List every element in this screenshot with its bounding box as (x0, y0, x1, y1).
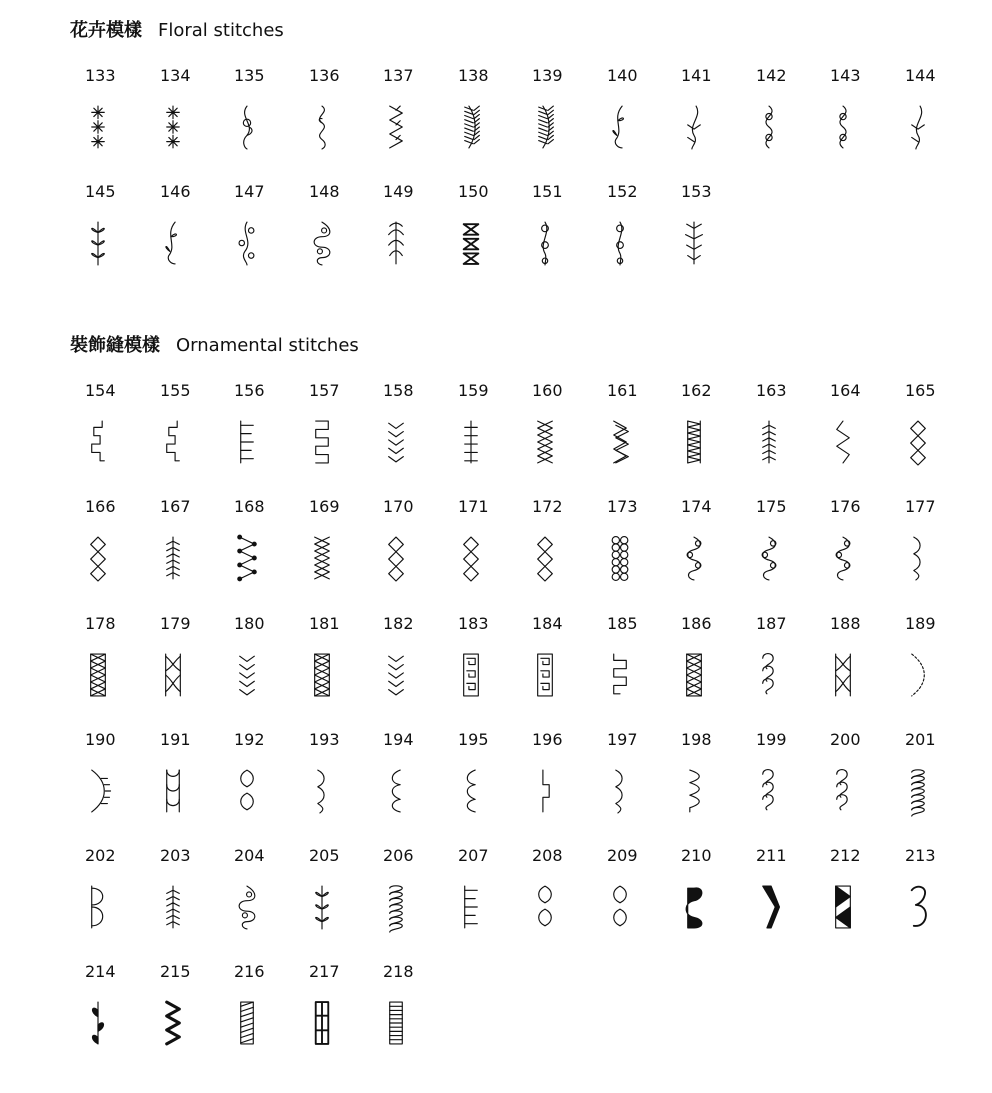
stitch-cell (517, 66, 591, 166)
arrow-chevron-stitch-icon (234, 652, 260, 698)
stitch-cell (368, 614, 442, 714)
stitch-cell (145, 962, 219, 1062)
section-title-floral (70, 16, 284, 42)
heart-dots-stitch-icon (85, 1000, 111, 1046)
stitch-cell (815, 614, 889, 714)
stitch-cell (219, 182, 293, 282)
stitch-number: 152 (607, 182, 638, 201)
stitch-number: 144 (905, 66, 936, 85)
stitch-cell (145, 182, 219, 282)
tulip-vine-stitch-icon (756, 104, 782, 150)
stitch-number: 217 (309, 962, 340, 981)
stitch-cell (443, 846, 517, 946)
braid-stitch-icon (160, 652, 186, 698)
stitch-number: 199 (756, 730, 787, 749)
stitch-number: 218 (383, 962, 414, 981)
stitch-number: 192 (234, 730, 265, 749)
wave-stitch-icon (830, 419, 856, 465)
stitch-cell (815, 730, 889, 830)
filled-diamond-stitch-icon (532, 535, 558, 581)
lattice-stitch-icon (85, 652, 111, 698)
stitch-number: 190 (85, 730, 116, 749)
stitch-number: 170 (383, 497, 414, 516)
stitch-cell (741, 381, 815, 481)
fern-stitch-icon (458, 104, 484, 150)
stitch-number: 213 (905, 846, 936, 865)
double-zigzag-stitch-icon (607, 419, 633, 465)
bracket-stitch-icon (309, 768, 335, 814)
stitch-number: 198 (681, 730, 712, 749)
stitch-number: 208 (532, 846, 563, 865)
leaf-pair-stitch-icon (85, 220, 111, 266)
stitch-number: 150 (458, 182, 489, 201)
stitch-cell (517, 182, 591, 282)
stitch-number: 146 (160, 182, 191, 201)
leaf-zigzag-stitch-icon (309, 884, 335, 930)
stitch-number: 193 (309, 730, 340, 749)
stitch-number: 195 (458, 730, 489, 749)
stitch-number: 155 (160, 381, 191, 400)
stitch-cell (443, 66, 517, 166)
circle-chain-stitch-icon (607, 535, 633, 581)
curl-row-stitch-icon (830, 768, 856, 814)
diamond-stitch-icon (383, 535, 409, 581)
stitch-cell (815, 497, 889, 597)
stitch-cell (145, 66, 219, 166)
stitch-cell (890, 730, 964, 830)
stitch-number: 184 (532, 614, 563, 633)
cross-block-stitch-icon (458, 220, 484, 266)
stitch-number: 183 (458, 614, 489, 633)
stitch-number: 179 (160, 614, 191, 633)
filled-triangle-stitch-icon (830, 884, 856, 930)
stitch-number: 164 (830, 381, 861, 400)
stitch-cell (741, 730, 815, 830)
stitch-cell (666, 614, 740, 714)
stitch-number: 138 (458, 66, 489, 85)
stitch-cell (294, 182, 368, 282)
stitch-cell (815, 846, 889, 946)
stitch-cell (890, 846, 964, 946)
arrow-vine-stitch-icon (681, 104, 707, 150)
stitch-cell (219, 381, 293, 481)
stitch-number: 205 (309, 846, 340, 865)
stitch-number: 191 (160, 730, 191, 749)
stitch-number: 153 (681, 182, 712, 201)
stitch-cell (517, 614, 591, 714)
dot-zigzag-stitch-icon (234, 535, 260, 581)
eye-stitch-icon (234, 768, 260, 814)
stitch-cell (368, 730, 442, 830)
loop-vine-stitch-icon (830, 104, 856, 150)
stitch-number: 161 (607, 381, 638, 400)
stitch-cell (815, 381, 889, 481)
dense-zigzag-stitch-icon (681, 419, 707, 465)
stitch-number: 156 (234, 381, 265, 400)
stitch-number: 171 (458, 497, 489, 516)
filled-bracket-stitch-icon (756, 884, 782, 930)
triangle-zigzag-stitch-icon (309, 652, 335, 698)
stitch-cell (443, 730, 517, 830)
stitch-number: 166 (85, 497, 116, 516)
stitch-cell (890, 497, 964, 597)
flower-loop-stitch-icon (234, 104, 260, 150)
stitch-cell (517, 381, 591, 481)
stitch-cell (145, 846, 219, 946)
stitch-cell (145, 381, 219, 481)
stitch-cell (741, 66, 815, 166)
stitch-cell (517, 497, 591, 597)
stitch-number: 209 (607, 846, 638, 865)
ladder-stitch-icon (458, 419, 484, 465)
stitch-number: 141 (681, 66, 712, 85)
hatched-box-stitch-icon (234, 1000, 260, 1046)
stitch-number: 134 (160, 66, 191, 85)
stitch-cell (741, 497, 815, 597)
snowflake-stitch-icon (85, 104, 111, 150)
leaf-vine-stitch-icon (607, 104, 633, 150)
curved-fern-stitch-icon (532, 104, 558, 150)
stitch-cell (219, 846, 293, 946)
stitch-number: 185 (607, 614, 638, 633)
stitch-cell (443, 182, 517, 282)
shell-stitch-icon (830, 652, 856, 698)
filled-zigzag-stitch-icon (160, 1000, 186, 1046)
s-curve-stitch-icon (458, 768, 484, 814)
stitch-number: 167 (160, 497, 191, 516)
stitch-number: 187 (756, 614, 787, 633)
half-circle-stitch-icon (85, 884, 111, 930)
stitch-cell (145, 497, 219, 597)
arrow-zigzag-stitch-icon (309, 535, 335, 581)
stitch-number: 211 (756, 846, 787, 865)
stitch-cell (219, 66, 293, 166)
stitch-number: 135 (234, 66, 265, 85)
stitch-number: 215 (160, 962, 191, 981)
stitch-cell (517, 846, 591, 946)
stitch-cell (368, 66, 442, 166)
bump-stitch-icon (681, 768, 707, 814)
stitch-cell (70, 182, 144, 282)
scallop-stitch-icon (160, 768, 186, 814)
stitch-number: 137 (383, 66, 414, 85)
stitch-number: 176 (830, 497, 861, 516)
rose-vine-stitch-icon (532, 220, 558, 266)
stitch-cell (368, 381, 442, 481)
stitch-number: 148 (309, 182, 340, 201)
filled-wave-stitch-icon (681, 884, 707, 930)
heart-chain-stitch-icon (830, 535, 856, 581)
split-diamond-stitch-icon (458, 535, 484, 581)
greek-key-stitch-icon (458, 652, 484, 698)
stitch-number: 143 (830, 66, 861, 85)
stitch-cell (70, 962, 144, 1062)
stitch-cell (145, 614, 219, 714)
stitch-number: 147 (234, 182, 265, 201)
stitch-number: 180 (234, 614, 265, 633)
stitch-cell (70, 846, 144, 946)
notch-stitch-icon (532, 768, 558, 814)
stitch-cell (294, 846, 368, 946)
loop-row-stitch-icon (756, 768, 782, 814)
stitch-cell (666, 846, 740, 946)
stitch-cell (294, 381, 368, 481)
stitch-number: 214 (85, 962, 116, 981)
stitch-number: 142 (756, 66, 787, 85)
ladder-box-stitch-icon (383, 1000, 409, 1046)
stitch-cell (815, 66, 889, 166)
square-wave-stitch-icon (607, 652, 633, 698)
stitch-number: 177 (905, 497, 936, 516)
stitch-cell (443, 381, 517, 481)
loop-feather-stitch-icon (756, 652, 782, 698)
stitch-number: 210 (681, 846, 712, 865)
stitch-cell (368, 962, 442, 1062)
bush-stitch-icon (681, 220, 707, 266)
leaf-wave-stitch-icon (234, 884, 260, 930)
stitch-number: 202 (85, 846, 116, 865)
stitch-cell (294, 730, 368, 830)
stitch-cell (890, 66, 964, 166)
stitch-cell (294, 962, 368, 1062)
stitch-cell (517, 730, 591, 830)
stitch-number: 163 (756, 381, 787, 400)
knot-stitch-icon (532, 884, 558, 930)
stitch-cell (741, 614, 815, 714)
curl-stitch-icon (905, 535, 931, 581)
stitch-number: 140 (607, 66, 638, 85)
stitch-number: 188 (830, 614, 861, 633)
zigzag-leaf-stitch-icon (383, 104, 409, 150)
stitch-cell (592, 66, 666, 166)
step-alt-stitch-icon (160, 419, 186, 465)
stitch-number: 194 (383, 730, 414, 749)
coil-stitch-icon (905, 768, 931, 814)
stitch-number: 178 (85, 614, 116, 633)
stitch-cell (592, 497, 666, 597)
stitch-cell (70, 381, 144, 481)
stitch-number: 186 (681, 614, 712, 633)
sprout-stitch-icon (160, 220, 186, 266)
stitch-number: 181 (309, 614, 340, 633)
stitch-number: 204 (234, 846, 265, 865)
stitch-cell (890, 614, 964, 714)
stitch-cell (70, 497, 144, 597)
berry-vine-stitch-icon (234, 220, 260, 266)
trellis-stitch-icon (160, 884, 186, 930)
stitch-number: 145 (85, 182, 116, 201)
stitch-cell (443, 497, 517, 597)
section-title-en: Floral stitches (158, 20, 284, 41)
stitch-number: 201 (905, 730, 936, 749)
stitch-cell (70, 66, 144, 166)
loop-cross-stitch-icon (756, 535, 782, 581)
ribbon-stitch-icon (607, 768, 633, 814)
stitch-cell (294, 614, 368, 714)
stitch-cell (592, 614, 666, 714)
cross-zigzag-stitch-icon (532, 419, 558, 465)
stitch-number: 200 (830, 730, 861, 749)
stitch-number: 212 (830, 846, 861, 865)
window-box-stitch-icon (309, 1000, 335, 1046)
star-stitch-icon (160, 104, 186, 150)
stitch-number: 169 (309, 497, 340, 516)
comb-stitch-icon (234, 419, 260, 465)
stitch-number: 197 (607, 730, 638, 749)
stitch-number: 151 (532, 182, 563, 201)
section-title-zh: 花卉模樣 (70, 20, 142, 41)
stitch-cell (294, 66, 368, 166)
stitch-cell (70, 730, 144, 830)
stitch-cell (219, 730, 293, 830)
stitch-cell (443, 614, 517, 714)
dotted-arc-stitch-icon (905, 652, 931, 698)
stitch-cell (70, 614, 144, 714)
section-title-ornamental (70, 331, 359, 357)
section-title-zh: 裝飾縫模樣 (70, 335, 160, 356)
stitch-cell (592, 381, 666, 481)
step-stitch-icon (85, 419, 111, 465)
stitch-cell (666, 182, 740, 282)
stitch-cell (219, 614, 293, 714)
cross-hatch-stitch-icon (681, 652, 707, 698)
figure-eight-stitch-icon (607, 884, 633, 930)
stitch-number: 172 (532, 497, 563, 516)
square-key-stitch-icon (532, 652, 558, 698)
blossom-chain-stitch-icon (607, 220, 633, 266)
stitch-number: 175 (756, 497, 787, 516)
stitch-cell (368, 497, 442, 597)
stitch-number: 207 (458, 846, 489, 865)
stitch-cell (368, 846, 442, 946)
paisley-stitch-icon (309, 220, 335, 266)
stitch-number: 174 (681, 497, 712, 516)
stitch-number: 189 (905, 614, 936, 633)
stitch-cell (592, 846, 666, 946)
stitch-number: 162 (681, 381, 712, 400)
stitch-number: 182 (383, 614, 414, 633)
stitch-cell (666, 381, 740, 481)
stitch-cell (592, 730, 666, 830)
stitch-cell (741, 846, 815, 946)
stitch-number: 165 (905, 381, 936, 400)
double-chevron-stitch-icon (383, 652, 409, 698)
stitch-cell (145, 730, 219, 830)
stitch-number: 196 (532, 730, 563, 749)
stitch-cell (219, 962, 293, 1062)
ticked-arc-stitch-icon (85, 768, 111, 814)
scribble-stitch-icon (383, 884, 409, 930)
stitch-number: 158 (383, 381, 414, 400)
stitch-cell (890, 381, 964, 481)
section-title-en: Ornamental stitches (176, 335, 359, 356)
stitch-number: 216 (234, 962, 265, 981)
stitch-cell (294, 497, 368, 597)
stitch-cell (592, 182, 666, 282)
diamond-chain-stitch-icon (905, 419, 931, 465)
bird-vine-stitch-icon (905, 104, 931, 150)
stitch-number: 160 (532, 381, 563, 400)
comb-arrow-stitch-icon (458, 884, 484, 930)
stitch-number: 168 (234, 497, 265, 516)
stitch-number: 203 (160, 846, 191, 865)
numeral-three-stitch-icon (905, 884, 931, 930)
stitch-cell (666, 497, 740, 597)
chevron-stitch-icon (383, 419, 409, 465)
scroll-stitch-icon (681, 535, 707, 581)
stitch-cell (666, 66, 740, 166)
crown-flower-stitch-icon (383, 220, 409, 266)
stitch-number: 159 (458, 381, 489, 400)
serpentine-stitch-icon (309, 419, 335, 465)
stitch-number: 139 (532, 66, 563, 85)
tree-stitch-icon (160, 535, 186, 581)
dotted-diamond-stitch-icon (85, 535, 111, 581)
stitch-number: 157 (309, 381, 340, 400)
hook-wave-stitch-icon (383, 768, 409, 814)
stitch-cell (368, 182, 442, 282)
stitch-number: 149 (383, 182, 414, 201)
stitch-number: 136 (309, 66, 340, 85)
stitch-number: 173 (607, 497, 638, 516)
stitch-cell (219, 497, 293, 597)
spiral-stitch-icon (309, 104, 335, 150)
stitch-cell (666, 730, 740, 830)
stitch-number: 206 (383, 846, 414, 865)
feather-stitch-icon (756, 419, 782, 465)
stitch-number: 133 (85, 66, 116, 85)
stitch-number: 154 (85, 381, 116, 400)
